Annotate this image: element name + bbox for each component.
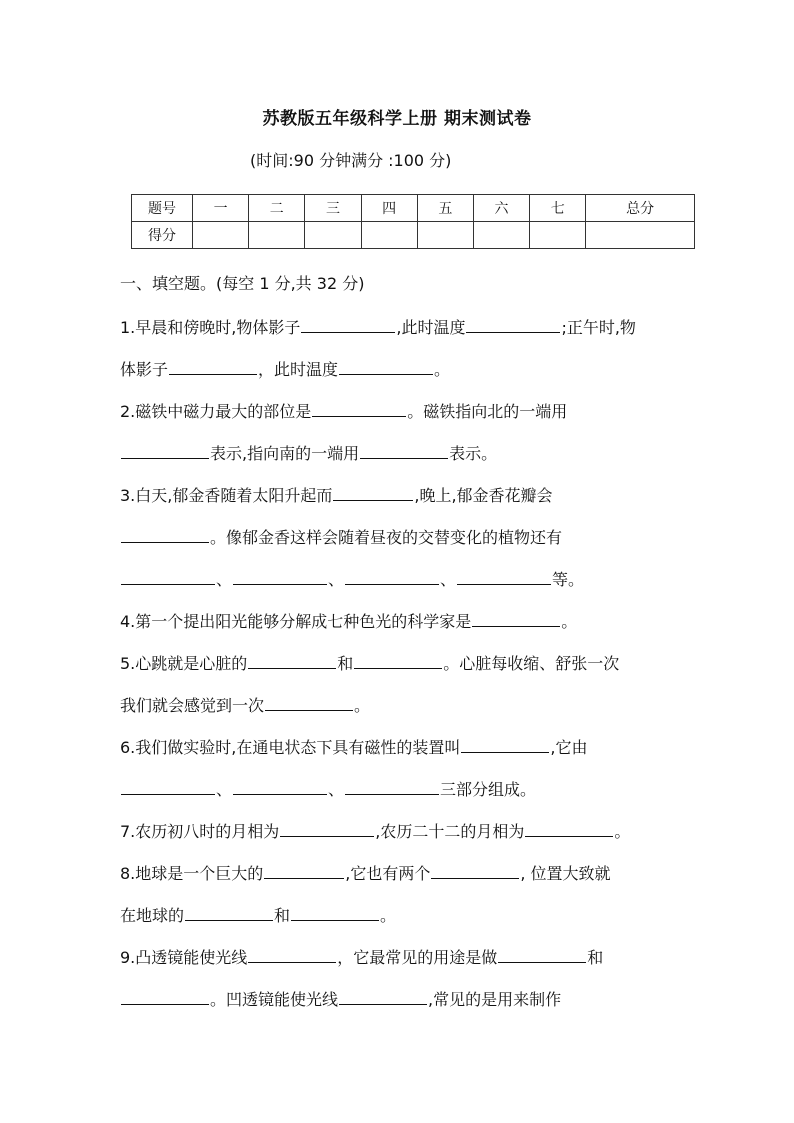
answer-blank [233, 776, 327, 795]
question-text: 、 [216, 780, 233, 799]
score-table-header-cell: 七 [530, 195, 586, 222]
question-text: 。凹透镜能使光线 [210, 990, 339, 1009]
question-text: 、 [440, 570, 457, 589]
score-table-header-cell: 三 [305, 195, 361, 222]
question-text: ,它由 [550, 738, 588, 757]
question-text: 三部分组成。 [440, 780, 537, 799]
question-text: 和 [274, 906, 291, 925]
question-text: ,它也有两个 [345, 864, 431, 883]
score-table-header-row [132, 195, 695, 222]
answer-blank [457, 566, 551, 585]
question-line [120, 815, 680, 857]
question-text: 3.白天,郁金香随着太阳升起而 [120, 486, 333, 505]
question-text: 9.凸透镜能使光线 [120, 948, 248, 967]
question-text: 4.第一个提出阳光能够分解成七种色光的科学家是 [120, 612, 472, 631]
question-text: 1.早晨和傍晚时,物体影子 [120, 318, 301, 337]
section-title: 一、填空题。(每空 1 分,共 32 分) [120, 274, 365, 293]
answer-blank [345, 566, 439, 585]
score-table-header-cell: 六 [473, 195, 529, 222]
score-table-header-cell: 四 [361, 195, 417, 222]
question-text: 。 [380, 906, 397, 925]
answer-blank [248, 944, 336, 963]
answer-blank [461, 734, 549, 753]
answer-blank [498, 944, 586, 963]
question-line [120, 899, 680, 941]
question-line [120, 857, 680, 899]
answer-blank [312, 398, 406, 417]
question-text: 、 [328, 570, 345, 589]
question-text: 5.心跳就是心脏的 [120, 654, 248, 673]
score-table-header-cell: 五 [417, 195, 473, 222]
question-text: ,晚上,郁金香花瓣会 [414, 486, 553, 505]
answer-blank [233, 566, 327, 585]
score-cell [361, 222, 417, 249]
score-table-header-cell: 总分 [586, 195, 695, 222]
answer-blank [339, 356, 433, 375]
answer-blank [431, 860, 519, 879]
question-text: 6.我们做实验时,在通电状态下具有磁性的装置叫 [120, 738, 461, 757]
score-cell [249, 222, 305, 249]
exam-time-info: (时间:90 分钟满分 :100 分) [250, 151, 452, 170]
score-cell [417, 222, 473, 249]
question-text: 2.磁铁中磁力最大的部位是 [120, 402, 312, 421]
question-text: 8.地球是一个巨大的 [120, 864, 264, 883]
question-line [120, 395, 680, 437]
question-line [120, 311, 680, 353]
score-table-header-cell: 二 [249, 195, 305, 222]
question-text: 、 [216, 570, 233, 589]
question-text: , 位置大致就 [520, 864, 611, 883]
question-line [120, 605, 680, 647]
answer-blank [121, 524, 209, 543]
answer-blank [333, 482, 413, 501]
answer-blank [121, 566, 215, 585]
answer-blank [280, 818, 374, 837]
answer-blank [121, 440, 209, 459]
question-line [120, 689, 680, 731]
question-text: 。 [354, 696, 371, 715]
question-text: ，此时温度 [258, 360, 339, 379]
score-cell [473, 222, 529, 249]
answer-blank [339, 986, 427, 1005]
question-text: 。 [614, 822, 631, 841]
question-text: 。像郁金香这样会随着昼夜的交替变化的植物还有 [210, 528, 563, 547]
question-text: 在地球的 [120, 906, 185, 925]
question-text: 。 [561, 612, 578, 631]
score-cell [530, 222, 586, 249]
answer-blank [265, 692, 353, 711]
question-text: ,此时温度 [396, 318, 466, 337]
answer-blank [291, 902, 379, 921]
score-table-score-row [132, 222, 695, 249]
question-text: 7.农历初八时的月相为 [120, 822, 280, 841]
question-line [120, 353, 680, 395]
answer-blank [472, 608, 560, 627]
question-text: 表示,指向南的一端用 [210, 444, 360, 463]
question-line [120, 647, 680, 689]
question-list [120, 311, 680, 1025]
question-line [120, 479, 680, 521]
answer-blank [248, 650, 336, 669]
answer-blank [345, 776, 439, 795]
score-cell [193, 222, 249, 249]
question-text: 和 [587, 948, 604, 967]
question-text: 体影子 [120, 360, 169, 379]
question-text: ,农历二十二的月相为 [375, 822, 525, 841]
answer-blank [169, 356, 257, 375]
score-table-header-cell: 题号 [132, 195, 193, 222]
question-text: 表示。 [449, 444, 498, 463]
question-text: ,常见的是用来制作 [428, 990, 562, 1009]
question-text: 、 [328, 780, 345, 799]
answer-blank [360, 440, 448, 459]
question-text: 和 [337, 654, 354, 673]
question-line [120, 521, 680, 563]
answer-blank [301, 314, 395, 333]
score-table [131, 194, 695, 249]
answer-blank [354, 650, 442, 669]
question-text: 。 [434, 360, 451, 379]
answer-blank [264, 860, 344, 879]
question-text: 。磁铁指向北的一端用 [407, 402, 568, 421]
page-title: 苏教版五年级科学上册 期末测试卷 [262, 109, 532, 129]
question-text: ;正午时,物 [561, 318, 636, 337]
answer-blank [121, 776, 215, 795]
question-text: ，它最常见的用途是做 [337, 948, 498, 967]
score-row-label: 得分 [132, 222, 193, 249]
question-text: 。心脏每收缩、舒张一次 [443, 654, 620, 673]
answer-blank [466, 314, 560, 333]
question-line [120, 941, 680, 983]
question-line [120, 983, 680, 1025]
question-line [120, 563, 680, 605]
answer-blank [185, 902, 273, 921]
question-text: 等。 [552, 570, 585, 589]
answer-blank [525, 818, 613, 837]
question-text: 我们就会感觉到一次 [120, 696, 265, 715]
question-line [120, 437, 680, 479]
answer-blank [121, 986, 209, 1005]
score-cell [305, 222, 361, 249]
score-table-header-cell: 一 [193, 195, 249, 222]
question-line [120, 731, 680, 773]
score-cell [586, 222, 695, 249]
question-line [120, 773, 680, 815]
